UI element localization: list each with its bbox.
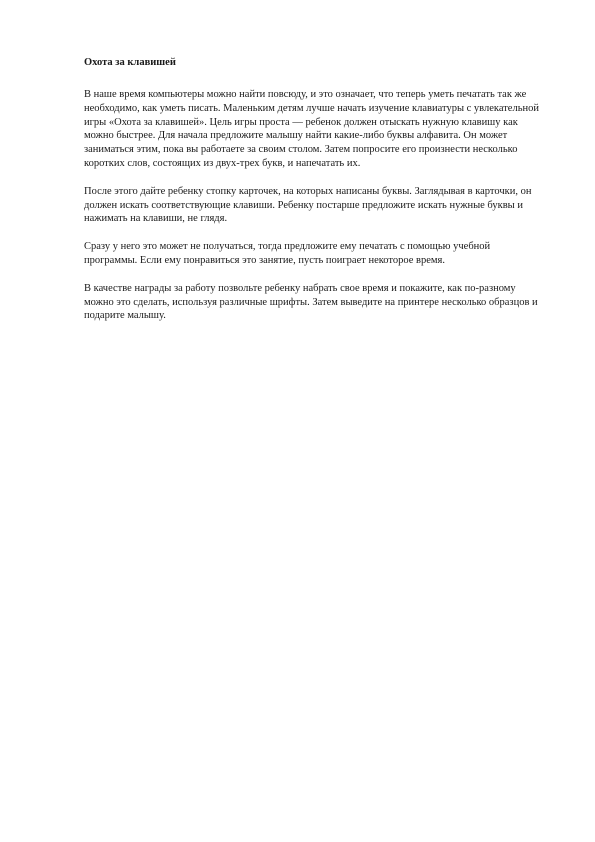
document-title: Охота за клавишей	[84, 57, 176, 68]
paragraph-3: Сразу у него это может не получаться, тогда предложите ему печатать с помощью учебной программы. Если ему понравиться это занятие, пусть поиграет некоторое время.	[84, 241, 491, 266]
paragraph-1: В наше время компьютеры можно найти повсюду, и это означает, что теперь уметь печатать так же необходимо, как уметь писать. Маленьким детям лучше начать изучение клавиатуры с увлекательной игры «Охота за клавишей». Цель игры проста — ребенок должен отыскать нужную клавишу как можно быстрее. Для начала предложите малышу найти какие-либо буквы алфавита. Он может заниматься этим, пока вы работаете за своим столом. Затем попросите его произнести несколько коротких слов, состоящих из двух-трех букв, и напечатать их.	[84, 89, 539, 169]
paragraph-4: В качестве награды за работу позвольте ребенку набрать свое время и покажите, как по-разному можно это сделать, используя различные шрифты. Затем выведите на принтере несколько образцов и подарите малышу.	[84, 282, 538, 322]
document-page	[84, 56, 544, 337]
paragraph-2: После этого дайте ребенку стопку карточек, на которых написаны буквы. Заглядывая в карточки, он должен искать соответствующие клавиши. Ребенку постарше предложите искать нужные буквы и нажимать на клавиши, не глядя.	[84, 185, 532, 225]
